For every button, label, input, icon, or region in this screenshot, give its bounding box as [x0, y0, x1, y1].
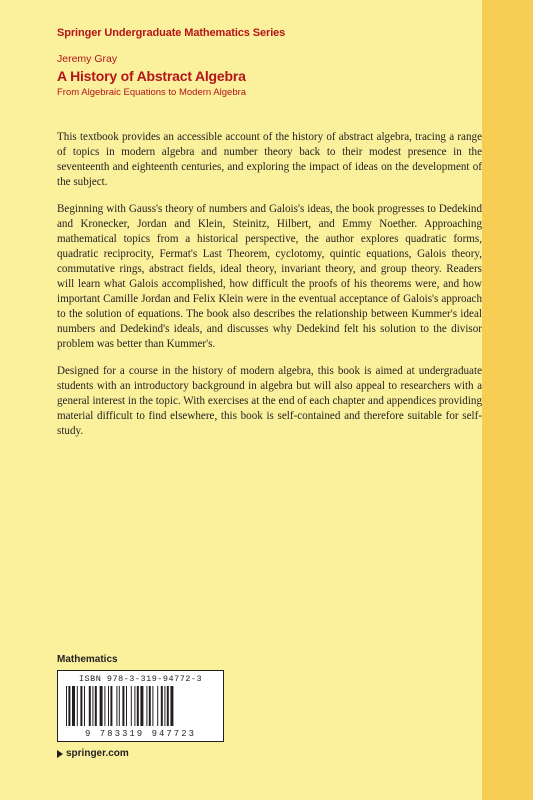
barcode-bar — [122, 686, 124, 726]
barcode-bar — [110, 686, 112, 726]
barcode-digits: 9 783319 947723 — [84, 729, 196, 739]
barcode-bar — [137, 686, 139, 726]
barcode-bars — [66, 686, 216, 726]
barcode-bar — [66, 686, 67, 726]
arrow-right-icon — [57, 750, 63, 758]
barcode-bar — [140, 686, 143, 726]
barcode-bar — [92, 686, 93, 726]
barcode-bar — [164, 686, 165, 726]
publisher-link[interactable] — [57, 748, 129, 759]
description-paragraph-1: This textbook provides an accessible account of the history of abstract algebra, tracing a range of topics in modern algebra and number theory back to their modest presence in the seventeenth and eighteenth centuries, and exploring the impact of ideas on the development of the subject. — [57, 131, 482, 188]
barcode-bar — [89, 686, 91, 726]
barcode-bar — [95, 686, 97, 726]
barcode-bar — [161, 686, 163, 726]
barcode-bar — [84, 686, 85, 726]
barcode-bar — [149, 686, 151, 726]
publisher-url: springer.com — [66, 748, 129, 759]
barcode-bar — [116, 686, 117, 726]
isbn-label: ISBN 978-3-319-94772-3 — [78, 674, 203, 684]
isbn-barcode — [57, 670, 224, 742]
cover-header — [57, 27, 477, 98]
barcode-bar — [152, 686, 153, 726]
barcode-bar — [167, 686, 169, 726]
description-paragraph-3: Designed for a course in the history of modern algebra, this book is aimed at undergraduate students with an introductory background in algebra but will also appeal to researchers with a general interest in the topic. With exercises at the end of each chapter and appendices providing material difficult to find elsewhere, this book is self-contained and therefore suitable for self-study. — [57, 365, 482, 437]
barcode-bar — [126, 686, 127, 726]
book-subtitle: From Algebraic Equations to Modern Algebra — [57, 87, 247, 98]
barcode-bar — [72, 686, 75, 726]
barcode-bar — [157, 686, 158, 726]
barcode-bar — [170, 686, 173, 726]
barcode-bar — [80, 686, 82, 726]
barcode-bar — [68, 686, 70, 726]
book-description — [57, 130, 482, 451]
description-paragraph-2: Beginning with Gauss's theory of numbers and Galois's ideas, the book progresses to Dedekind and Kronecker, Jordan and Klein, Steinitz, Hilbert, and Emmy Noether. Approaching mathematical topics from a historical perspective, the author explores quadratic forms, quadratic reciprocity, Fermat's Last Theorem, cyclotomy, quintic equations, Galois theory, commutative rings, abstract fields, ideal theory, invariant theory, and group theory. Readers will learn what Galois accomplished, how difficult the proofs of his theorems were, and how important Camille Jordan and Felix Klein were in the eventual acceptance of Galois's approach to the solution of equations. The book also describes the relationship between Kummer's ideal numbers and Dedekind's ideals, and discusses why Dedekind felt his solution to the divisor problem was better than Kummer's. — [57, 203, 482, 350]
barcode-bar — [100, 686, 103, 726]
subject-label: Mathematics — [57, 654, 118, 665]
series-name: Springer Undergraduate Mathematics Series — [57, 27, 286, 39]
barcode-bar — [131, 686, 132, 726]
author-name: Jeremy Gray — [57, 53, 118, 65]
barcode-bar — [146, 686, 147, 726]
barcode-bar — [104, 686, 105, 726]
barcode-bar — [108, 686, 109, 726]
book-title: A History of Abstract Algebra — [57, 68, 246, 84]
barcode-bar — [119, 686, 120, 726]
spine-stripe — [482, 0, 533, 800]
barcode-bar — [77, 686, 78, 726]
barcode-bar — [134, 686, 135, 726]
